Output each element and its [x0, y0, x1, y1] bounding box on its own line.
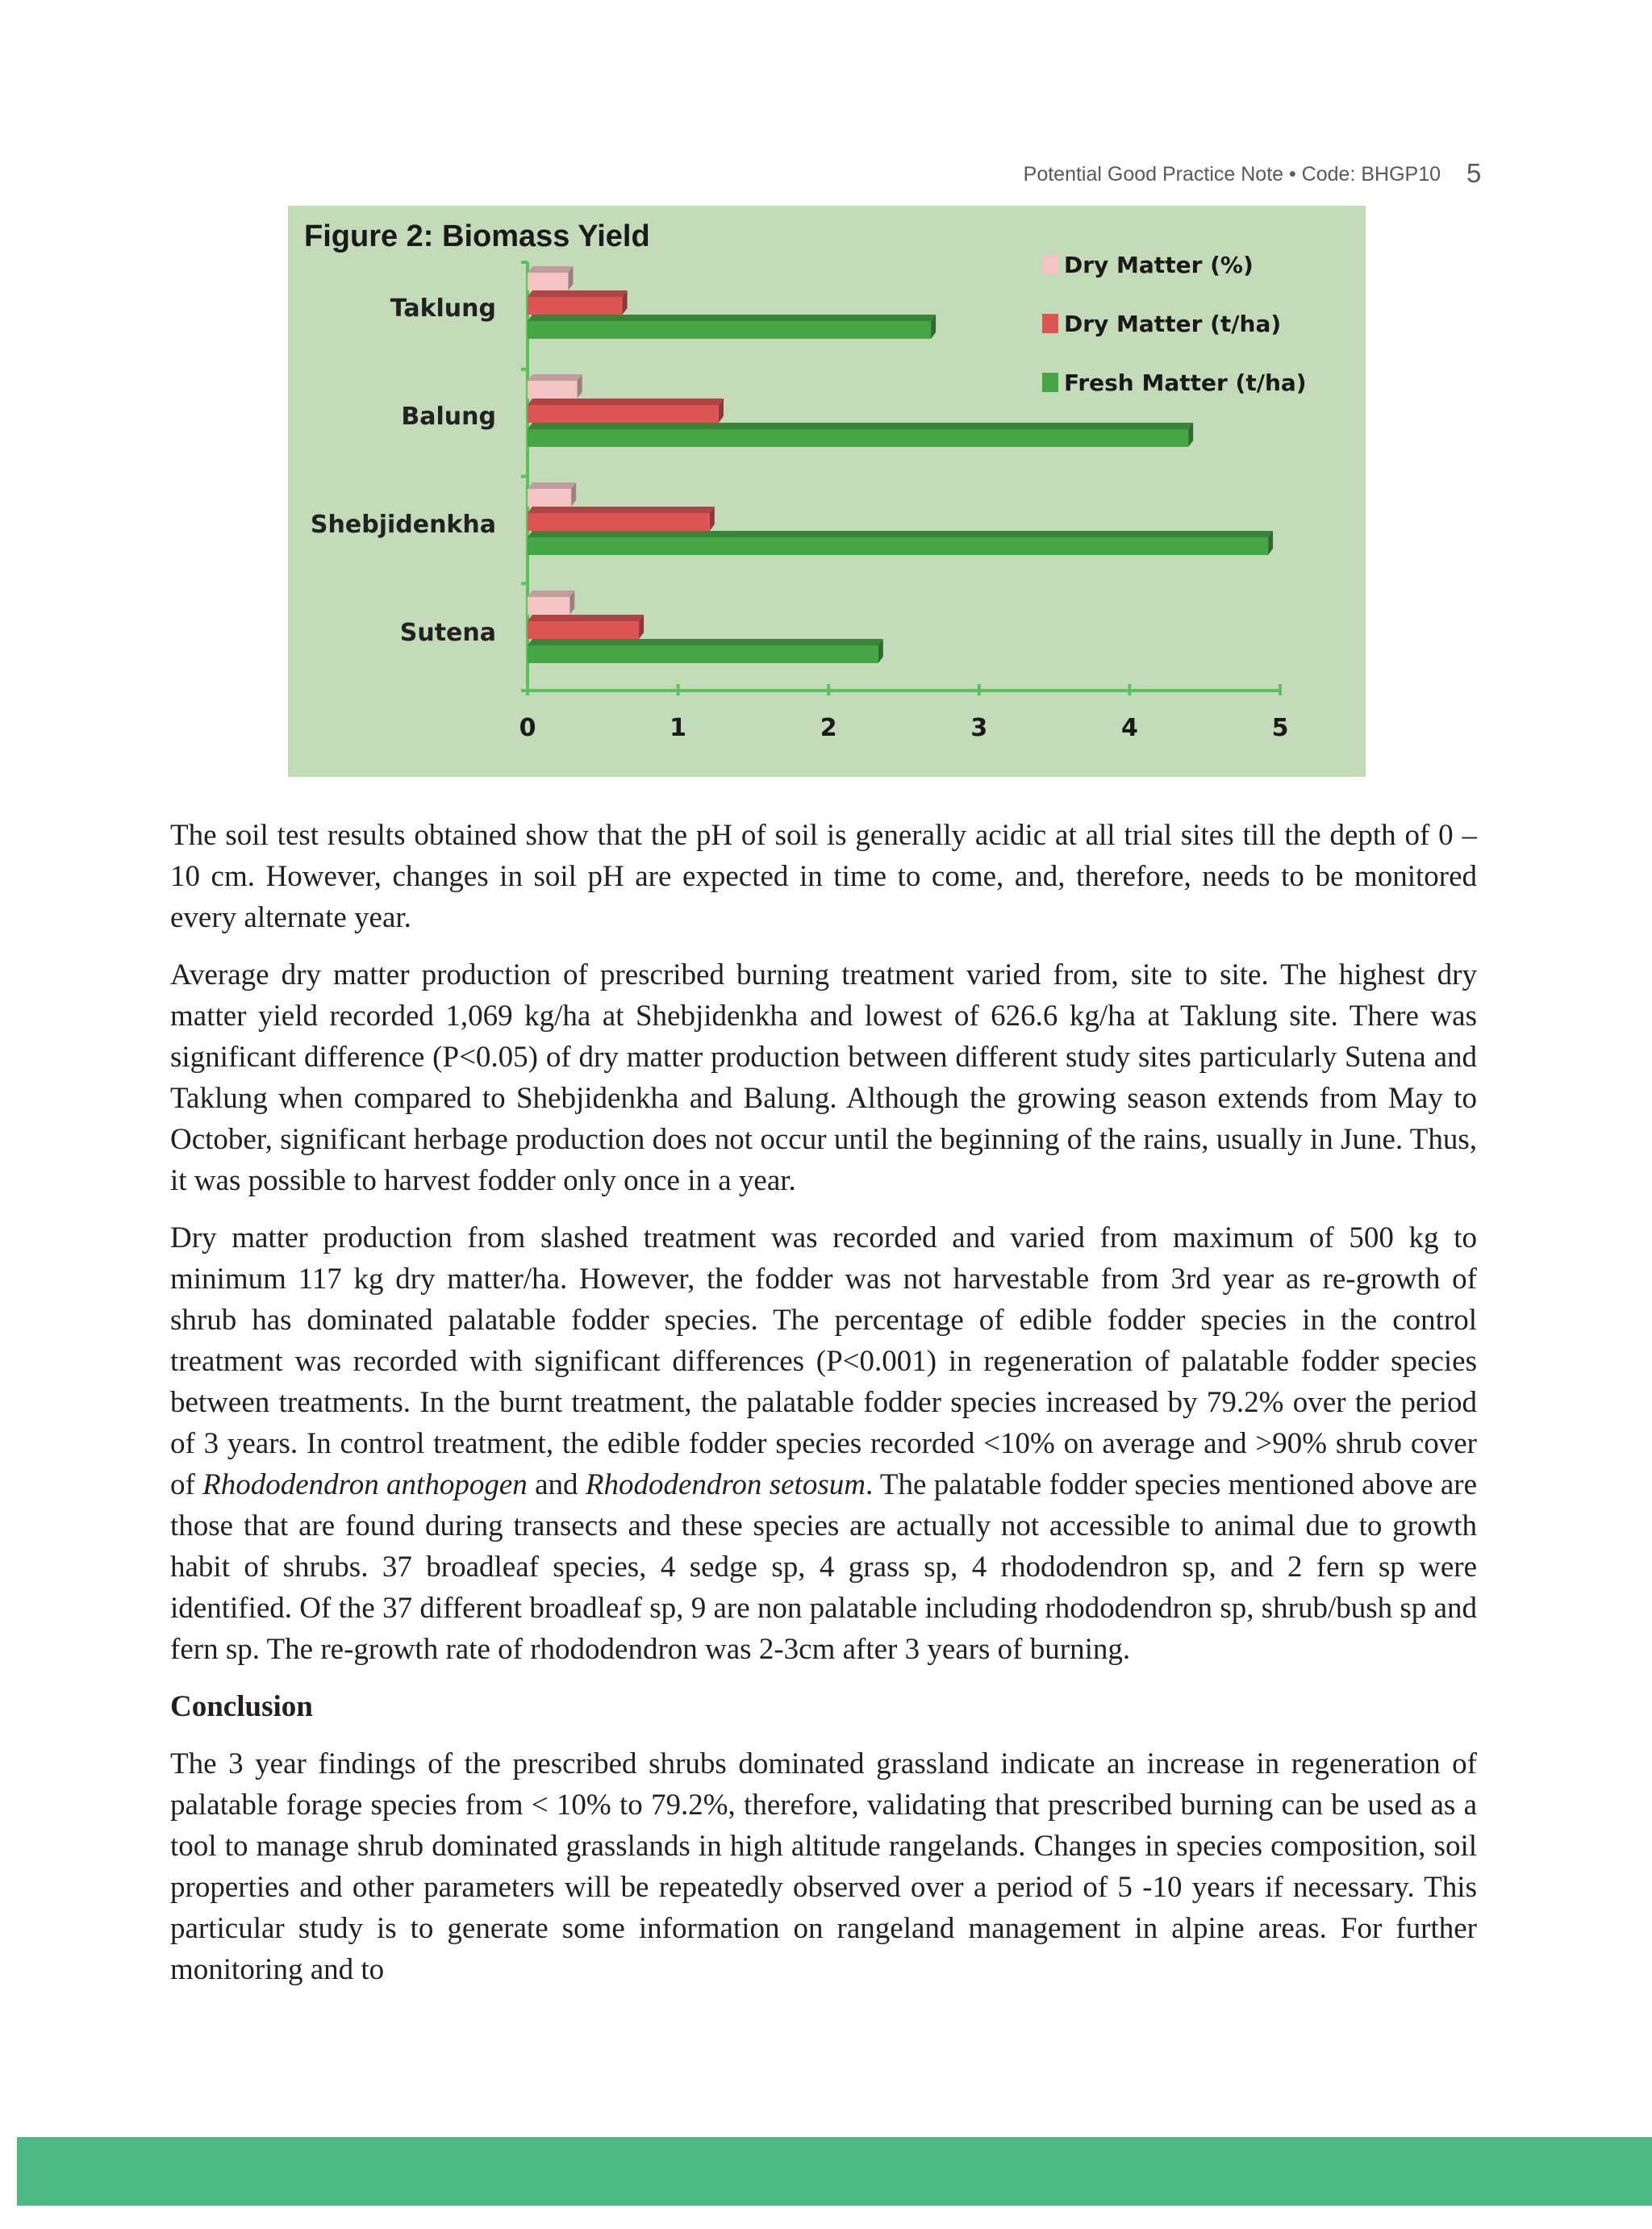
bar-dry-matter- — [528, 273, 568, 290]
bar-top — [528, 591, 574, 597]
bar-top — [528, 423, 1193, 429]
category-label: Balung — [401, 403, 496, 431]
x-tick-label: 1 — [670, 714, 687, 742]
text-run: . The palatable fodder species mentioned above are those that are found during transects and these species are actually not accessible to animal due to growth habit of shrubs. 37 broadleaf species, 4 sedge sp, 4 grass sp, 4 rhododendron sp, and 2 fern sp were identified. Of the 37 different broadleaf sp, 9 are non palatable including rhododendron sp, shrub/bush sp and fern sp. The re-growth rate of rhododendron was 2-3cm after 3 years of burning. — [170, 1468, 1477, 1666]
paragraph-soil: The soil test results obtained show that the pH of soil is generally acidic at all trial sites till the depth of 0 – 10 cm. However, changes in soil pH are expected in time to come, and, therefore, needs to be monitored every alternate year. — [170, 819, 1477, 934]
chart-svg — [288, 206, 1366, 777]
conclusion-heading: Conclusion — [170, 1690, 313, 1723]
x-tick-label: 5 — [1271, 714, 1289, 742]
paragraph-conclusion: The 3 year findings of the prescribed shrubs dominated grassland indicate an increase in regeneration of palatable forage species from < 10% to 79.2%, therefore, validating that prescribed burning can be used as a tool to manage shrub dominated grasslands in high altitude rangelands. Changes in species composition, soil properties and other parameters will be repeatedly observed over a period of 5 -10 years if necessary. This particular study is to generate some information on rangeland management in alpine areas. For further monitoring and to — [170, 1747, 1477, 1986]
species-name: Rhododendron anthopogen — [202, 1468, 528, 1501]
text-run: and — [527, 1468, 586, 1501]
legend-swatch — [1042, 373, 1058, 392]
bar-top — [528, 507, 715, 513]
category-label: Sutena — [399, 619, 496, 647]
bar-fresh-matter-t-ha- — [528, 537, 1268, 555]
legend-swatch — [1042, 255, 1058, 274]
bar-top — [528, 399, 724, 405]
bar-dry-matter- — [528, 381, 578, 399]
legend-label: Fresh Matter (t/ha) — [1064, 369, 1307, 396]
x-tick-label: 0 — [519, 714, 536, 742]
text-run: Dry matter production from slashed treatment was recorded and varied from maximum of 500 kg to minimum 117 kg dry matter/ha. However, the fodder was not harvestable from 3rd year as re-growth of shrub has dominated palatable fodder species. The percentage of edible fodder species in the control treatment was recorded with significant differences (P<0.001) in regeneration of palatable fodder species between treatments. In the burnt treatment, the palatable fodder species increased by 79.2% over the period of 3 years. In control treatment, the edible fodder species recorded <10% on average and >90% shrub cover of — [170, 1221, 1477, 1501]
bar-fresh-matter-t-ha- — [528, 645, 878, 663]
bar-top — [528, 315, 936, 321]
paragraph-dry-matter: Average dry matter production of prescribed burning treatment varied from, site to site. The highest dry matter yield recorded 1,069 kg/ha at Shebjidenkha and lowest of 626.6 kg/ha at Taklung site. There was significant difference (P<0.05) of dry matter production between different study sites particularly Sutena and Taklung when compared to Shebjidenkha and Balung. Although the growing season extends from May to October, significant herbage production does not occur until the beginning of the rains, usually in June. Thus, it was possible to harvest fodder only once in a year. — [170, 958, 1477, 1197]
category-label: Taklung — [390, 294, 496, 323]
bar-dry-matter-t-ha- — [528, 513, 710, 531]
bar-top — [528, 482, 576, 489]
legend-label: Dry Matter (%) — [1064, 252, 1254, 278]
legend-swatch — [1042, 314, 1058, 333]
chart-title: Figure 2: Biomass Yield — [304, 219, 650, 253]
bar-dry-matter-t-ha- — [528, 297, 623, 315]
biomass-yield-chart — [288, 206, 1366, 777]
bar-top — [528, 531, 1273, 537]
x-tick-label: 3 — [970, 714, 988, 742]
bar-fresh-matter-t-ha- — [528, 429, 1188, 447]
category-label: Shebjidenkha — [310, 511, 496, 539]
running-header: Potential Good Practice Note • Code: BHGP10 — [1023, 163, 1441, 186]
x-tick-label: 4 — [1120, 714, 1138, 742]
legend-label: Dry Matter (t/ha) — [1064, 311, 1282, 337]
bar-top — [528, 615, 644, 621]
bar-top — [528, 374, 582, 381]
bar-dry-matter- — [528, 489, 571, 507]
species-name: Rhododendron setosum — [585, 1468, 866, 1501]
paragraph-slashed — [170, 1217, 1477, 1670]
bar-dry-matter-t-ha- — [528, 621, 639, 639]
body-text — [170, 815, 1477, 2006]
bar-top — [528, 639, 883, 645]
bar-dry-matter- — [528, 597, 569, 615]
bar-top — [528, 290, 628, 297]
page-number: 5 — [1466, 158, 1482, 188]
bar-fresh-matter-t-ha- — [528, 321, 931, 339]
footer-bar — [17, 2137, 1652, 2206]
bar-top — [528, 266, 573, 273]
x-tick-label: 2 — [820, 714, 837, 742]
bar-dry-matter-t-ha- — [528, 405, 719, 423]
